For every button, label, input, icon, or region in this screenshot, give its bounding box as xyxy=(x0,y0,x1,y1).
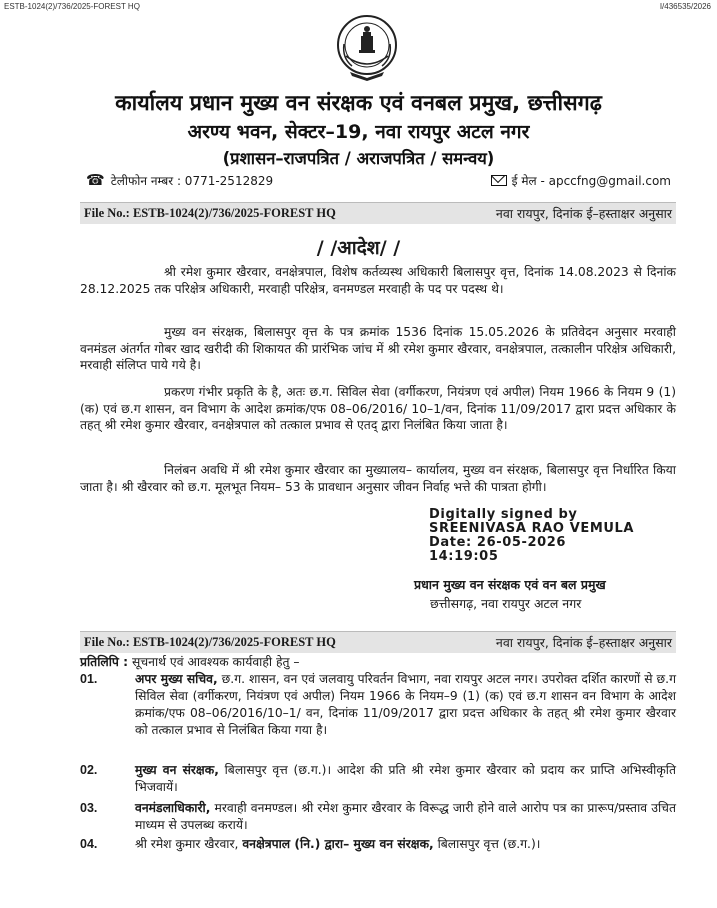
recipient-name: मुख्य वन संरक्षक, xyxy=(135,763,219,777)
signer-name: SREENIVASA RAO VEMULA xyxy=(429,521,635,536)
office-title: कार्यालय प्रधान मुख्य वन संरक्षक एवं वनबल प्रमुख, छत्तीसगढ़ xyxy=(115,91,602,116)
top-document-id: I/436535/2026 xyxy=(659,2,711,11)
order-paragraph: प्रकरण गंभीर प्रकृति के है, अतः छ.ग. सिविल सेवा (वर्गीकरण, नियंत्रण एवं अपील) नियम 1966 के नियम 9 (1) (क) एवं छ.ग शासन, वन विभाग के आदेश क्रमांक/एफ 08–06/2016/ 10–1/वन, दिनांक 11/09/2017 द्वारा प्रदत्त अधिकार के तहत् श्री रमेश कुमार खैरवार, वनक्षेत्रपाल को तत्काल प्रभाव से एतद् द्वारा निलंबित किया जाता है। xyxy=(80,385,676,432)
item-text: छ.ग. शासन, वन एवं जलवायु परिवर्तन विभाग, नवा रायपुर अटल नगर। उपरोक्त दर्शित कारणों से छ.ग सिविल सेवा (वर्गीकरण, नियंत्रण एवं अपील) नियम 1966 के नियम–9 (1) (क) एवं छ.ग शासन वन विभाग के आदेश क्रमांक/एफ 08–06/2016/10–1/ वन, दिनांक 11/09/2017 द्वारा प्रदत्त अधिकार के तहत् श्री रमेश कुमार खैरवार को तत्काल प्रभाव से निलंबित किया गया है। xyxy=(135,672,676,737)
signature-time: 14:19:05 xyxy=(429,549,499,564)
telephone-icon: ☎ xyxy=(86,171,105,189)
file-date: नवा रायपुर, दिनांक ई–हस्ताक्षर अनुसार xyxy=(495,635,672,650)
recipient-name: वनमंडलाधिकारी, xyxy=(135,801,211,815)
office-address: अरण्य भवन, सेक्टर–19, नवा रायपुर अटल नगर xyxy=(187,121,530,143)
email-contact xyxy=(491,172,671,189)
item-number: 03. xyxy=(80,801,98,815)
item-text: बिलासपुर वृत्त (छ.ग.)। xyxy=(433,837,541,851)
item-text: बिलासपुर वृत्त (छ.ग.)। आदेश की प्रति श्री रमेश कुमार खैरवार को प्रदाय कर प्राप्ति अभिस्वीकृति भिजवायें। xyxy=(135,763,677,794)
chhattisgarh-emblem-icon xyxy=(336,14,398,82)
office-section: (प्रशासन–राजपत्रित / अराजपत्रित / समन्वय) xyxy=(222,149,495,168)
recipient-name: वनक्षेत्रपाल (नि.) द्वारा– मुख्य वन संरक्षक, xyxy=(242,837,434,851)
recipient-name: अपर मुख्य सचिव, xyxy=(135,672,218,686)
phone-contact xyxy=(86,172,273,189)
envelope-icon xyxy=(491,175,507,186)
copy-to-heading xyxy=(80,653,300,670)
order-paragraph: श्री रमेश कुमार खैरवार, वनक्षेत्रपाल, विशेष कर्तव्यस्थ अधिकारी बिलासपुर वृत्त, दिनांक 14.08.2023 से दिनांक 28.12.2025 तक परिक्षेत्र अधिकारी, मरवाही परिक्षेत्र, वनमण्डल मरवाही के पद पर पदस्थ थे। xyxy=(80,265,676,296)
order-paragraph: मुख्य वन संरक्षक, बिलासपुर वृत्त के पत्र क्रमांक 1536 दिनांक 15.05.2026 के प्रतिवेदन अनुसार मरवाही वनमंडल अंतर्गत गोबर खाद खरीदी की शिकायत की प्रारंभिक जांच में श्री रमेश कुमार खैरवार, वनक्षेत्रपाल, तत्कालीन परिक्षेत्र अधिकारी, मरवाही संलिप्त पाये गये है। xyxy=(80,325,676,372)
signatory-title: प्रधान मुख्य वन संरक्षक एवं वन बल प्रमुख xyxy=(414,577,606,592)
order-title: / /आदेश/ / xyxy=(316,237,401,259)
copy-to-label: प्रतिलिपि : xyxy=(80,655,129,669)
list-item xyxy=(80,836,676,853)
phone-text: टेलीफोन नम्बर : 0771-2512829 xyxy=(110,174,274,188)
file-date: नवा रायपुर, दिनांक ई–हस्ताक्षर अनुसार xyxy=(495,206,672,221)
order-paragraph: निलंबन अवधि में श्री रमेश कुमार खैरवार का मुख्यालय– कार्यालय, मुख्य वन संरक्षक, बिलासपुर वृत्त निर्धारित किया जाता है। श्री खैरवार को छ.ग. मूलभूत नियम– 53 के प्रावधान अनुसार जीवन निर्वाह भत्ते की पात्रता होगी। xyxy=(80,463,676,494)
file-number-bar xyxy=(80,202,676,224)
item-prefix: श्री रमेश कुमार खैरवार, xyxy=(135,837,243,851)
digital-signature-block xyxy=(429,508,634,564)
signature-date: Date: 26-05-2026 xyxy=(429,535,567,550)
email-text: ई मेल - apccfng@gmail.com xyxy=(511,174,671,188)
copy-to-text: सूचनार्थ एवं आवश्यक कार्यवाही हेतु – xyxy=(128,655,300,669)
top-reference-number: ESTB-1024(2)/736/2025-FOREST HQ xyxy=(4,2,140,11)
file-number: File No.: ESTB-1024(2)/736/2025-FOREST HQ xyxy=(84,206,336,220)
signatory-place: छत्तीसगढ़, नवा रायपुर अटल नगर xyxy=(430,596,582,611)
list-item xyxy=(80,800,676,834)
item-number: 02. xyxy=(80,763,98,777)
file-number-bar xyxy=(80,631,676,653)
item-number: 04. xyxy=(80,837,98,851)
list-item xyxy=(80,762,676,796)
item-number: 01. xyxy=(80,672,98,686)
digital-signature-line: Digitally signed by xyxy=(429,507,578,522)
file-number: File No.: ESTB-1024(2)/736/2025-FOREST HQ xyxy=(84,635,336,649)
list-item xyxy=(80,671,676,739)
item-text: मरवाही वनमण्डल। श्री रमेश कुमार खैरवार के विरूद्ध जारी होने वाले आरोप पत्र का प्रारूप/प्रस्ताव उचित माध्यम से उपलब्ध करायें। xyxy=(135,801,676,832)
